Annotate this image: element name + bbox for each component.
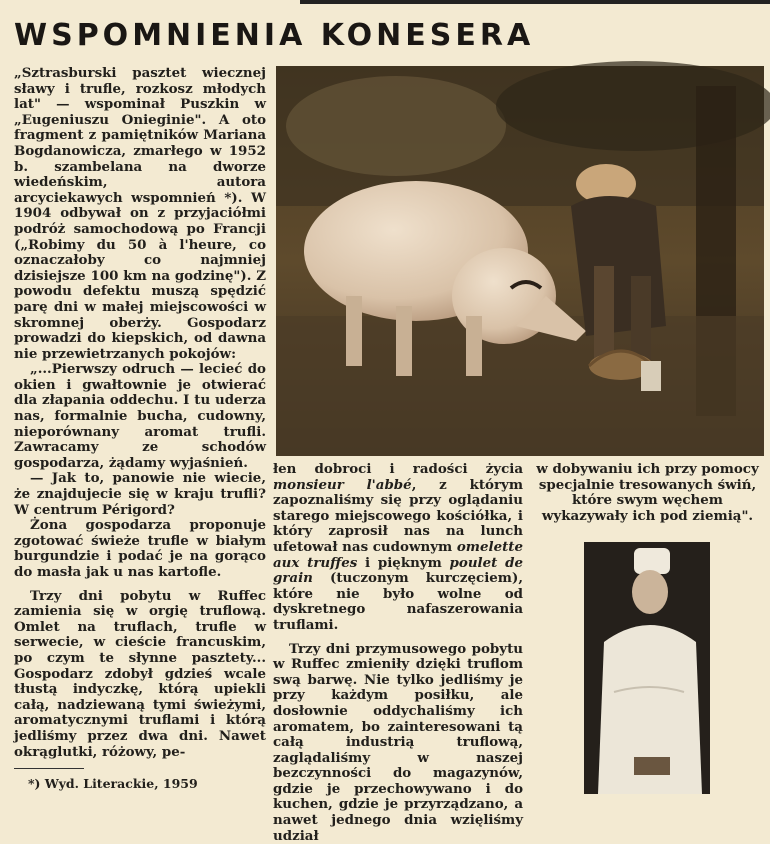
text-run-italic: monsieur l'abbé (273, 476, 412, 493)
paragraph: „Sztrasburski pasztet wiecznej sławy i trufle, rozkosz młodych lat" — wspominał Puszkin w „Eugeniuszu Onieginie". A oto fragment z pamiętników Mariana Bogdanowicza, zmarłego w 1952 b. szambelana na dworze wiedeńskim, autora arcyciekawych wspomnień *). W 1904 odbywał on z przyjaciółmi podróż samochodową po Francji („Robimy du 50 à l'heure, co oznaczałoby co najmniej dzisiejsze 100 km na godzinę"). Z powodu defektu muszą spędzić parę dni w małej miejscowości w skromnej oberży. Gospodarz prowadzi do kiepskich, od dawna nie przewietrzanych pokojów: (14, 65, 266, 362)
text-run: (tuczonym kurczęciem), które nie było wolne od dyskretnego nafaszerowania truflami. (273, 570, 523, 633)
paragraph: w dobywaniu ich przy pomocy specjalnie tresowanych świń, które swym węchem wykazywały ich pod ziemią". (536, 461, 759, 524)
text-run: i pięknym (365, 554, 442, 571)
top-rule (300, 0, 770, 4)
footnote-rule (14, 768, 84, 769)
article-column-1 (14, 65, 266, 760)
chef-photo (584, 542, 710, 794)
paragraph: Trzy dni pobytu w Ruffec zamienia się w orgię truflową. Omlet na truflach, trufle w serwecie, w cieście francuskim, po czym te słynne pasztety... Gospodarz zdobył gdzieś wcale tłustą indyczkę, którą upiekli całą, nadziewaną tymi świeżymi, aromatycznymi truflami i którą jedliśmy przez dwa dni. Nawet okrąglutki, różowy, pe- (14, 587, 266, 760)
article-title: WSPOMNIENIA KONESERA (14, 18, 535, 53)
text-run: łen dobroci i radości życia (273, 461, 523, 477)
text-run: , z którym zapoznaliśmy się przy oglądaniu starego miejscowego kościółka, i który zaprosił nas na lunch ufetował nas cudownym (273, 476, 523, 555)
text-run-italic: poulet de grain (273, 554, 523, 587)
paragraph: Trzy dni przymusowego pobytu w Ruffec zmieniły dzięki truflom swą barwę. Nie tylko jedliśmy je przy każdym posiłku, ale dosłownie oddychaliśmy ich aromatem, bo zainteresowani tą całą industrią truflową, zaglądaliśmy w naszej bezczynności do magazynów, gdzie je przechowywano i do kuchen, gdzie je przyrządzano, a nawet jednego dnia wzięliśmy udział (273, 640, 523, 844)
paragraph: Żona gospodarza proponuje zgotować świeże trufle w białym burgundzie i podać je na gorąco do masła jak u nas kartofle. (14, 517, 266, 580)
paragraph: „...Pierwszy odruch — lecieć do okien i gwałtownie je otwierać dla złapania oddechu. I tu uderza nas, formalnie bucha, cudowny, nieporównany aromat trufli. Zawracamy ze schodów gospodarza, żądamy wyjaśnień. (14, 361, 266, 471)
article-column-2 (273, 461, 523, 844)
article-column-3 (530, 462, 765, 542)
text-run-italic: omelette aux truffes (273, 538, 523, 571)
pig-truffle-photo (276, 66, 764, 456)
footnote: *) Wyd. Literackie, 1959 (28, 776, 198, 791)
paragraph: — Jak to, panowie nie wiecie, że znajdujecie się w kraju trufli? W centrum Périgord? (14, 470, 266, 518)
